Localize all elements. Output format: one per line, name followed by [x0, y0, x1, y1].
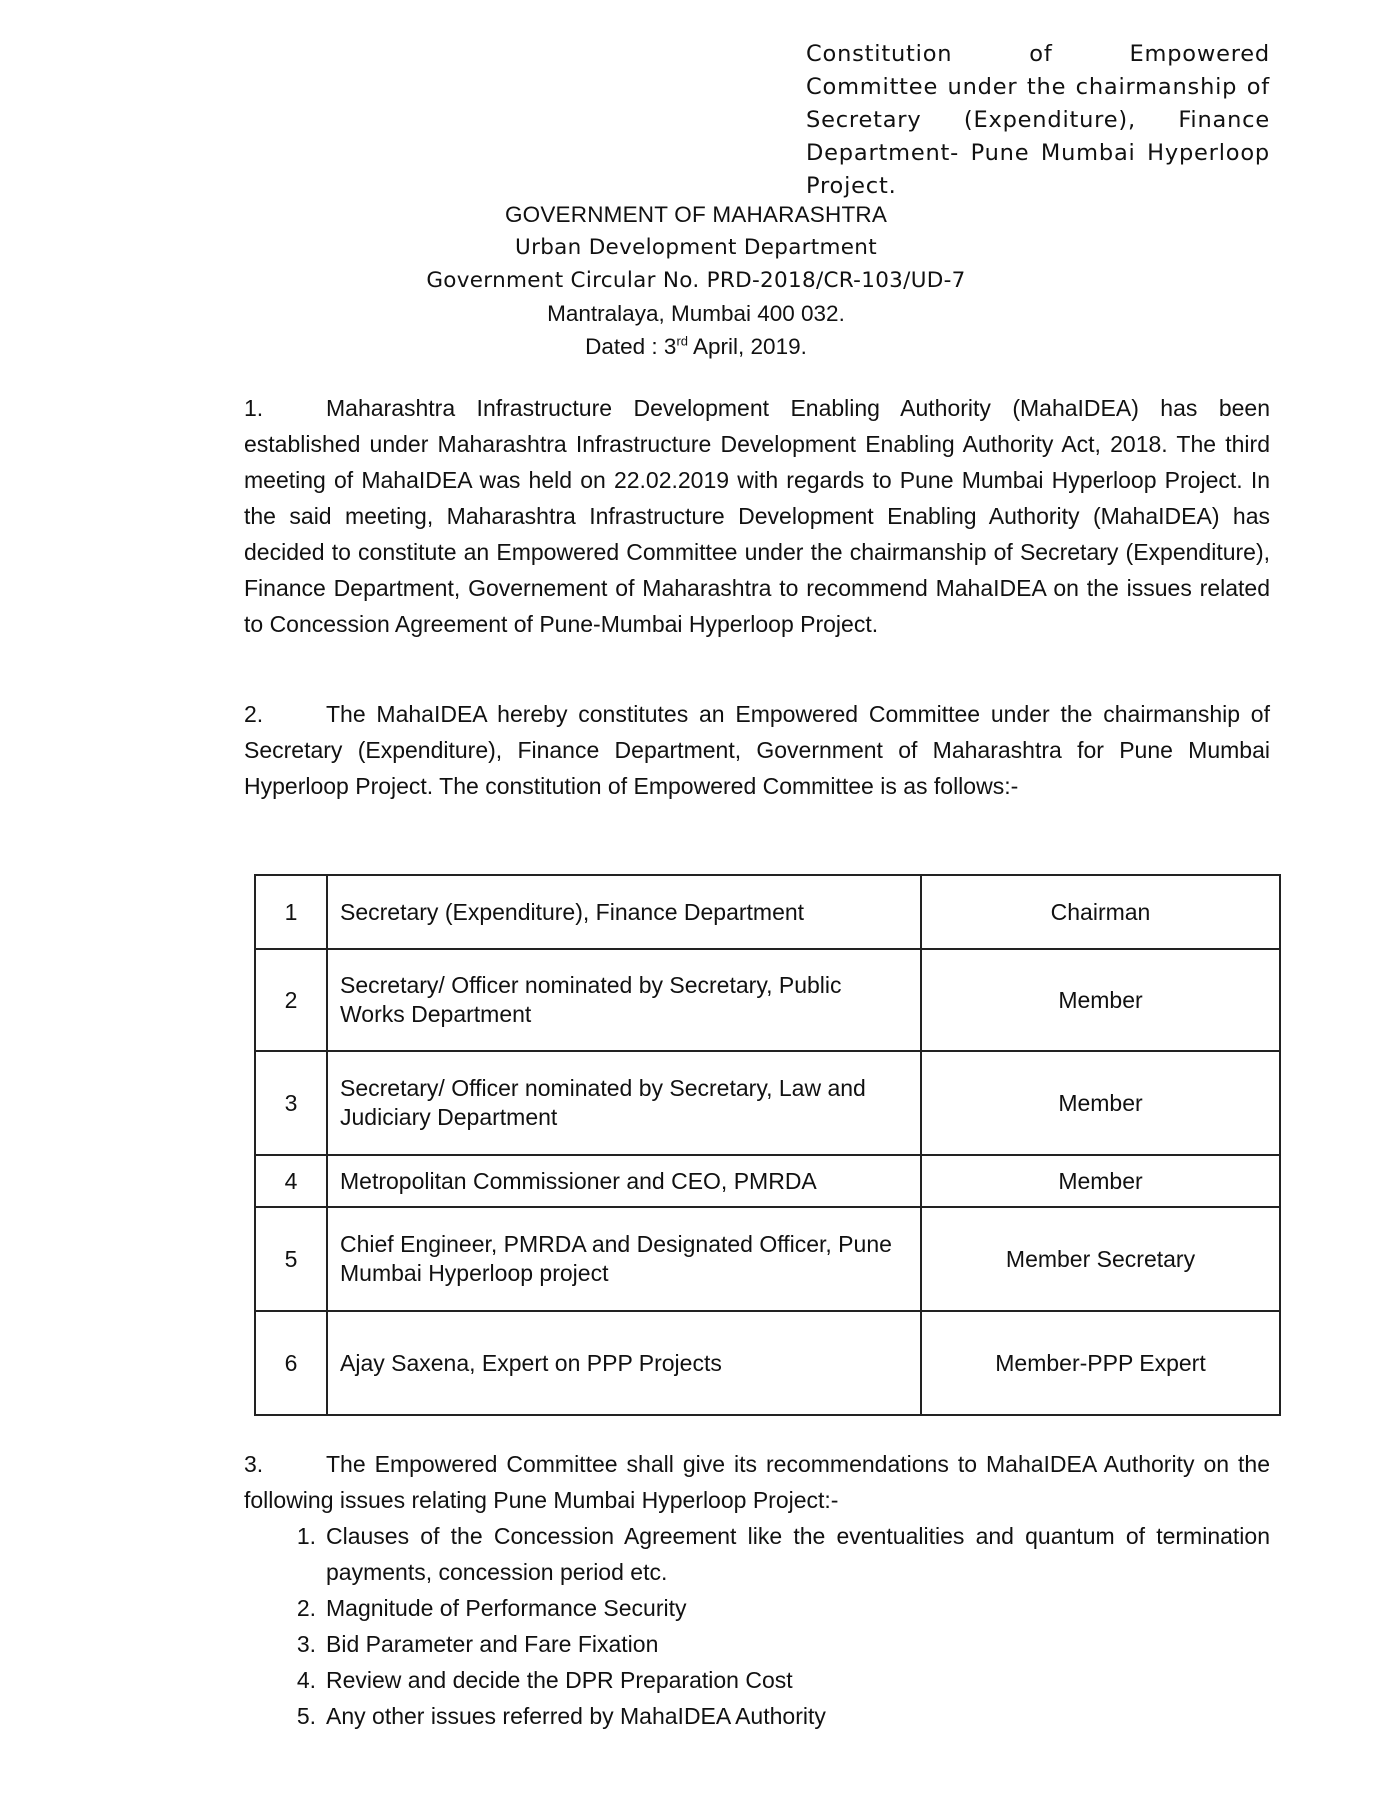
list-item-number: 1.	[296, 1523, 316, 1549]
serial-number-cell: 1	[255, 875, 327, 949]
list-item	[244, 1626, 1270, 1662]
serial-number-cell: 4	[255, 1155, 327, 1207]
serial-number-cell: 5	[255, 1207, 327, 1311]
date-suffix: April, 2019.	[688, 334, 807, 359]
role-cell: Chairman	[921, 875, 1280, 949]
paragraph-number: 2.	[244, 701, 264, 727]
table-row	[255, 875, 1280, 949]
paragraph-1	[244, 390, 1270, 642]
paragraph-2	[244, 696, 1270, 804]
role-cell: Member-PPP Expert	[921, 1311, 1280, 1415]
list-item-number: 4.	[296, 1667, 316, 1693]
role-cell: Member Secretary	[921, 1207, 1280, 1311]
table-row	[255, 1207, 1280, 1311]
paragraph-number: 1.	[244, 395, 264, 421]
date-ordinal: rd	[676, 333, 689, 349]
circular-number: Government Circular No. PRD-2018/CR-103/UD-7	[426, 268, 966, 293]
table-row	[255, 1311, 1280, 1415]
designation-cell: Secretary (Expenditure), Finance Department	[327, 875, 921, 949]
list-item	[244, 1590, 1270, 1626]
paragraph-text: The MahaIDEA hereby constitutes an Empowered Committee under the chairmanship of Secretary (Expenditure), Finance Department, Government of Maharashtra for Pune Mumbai Hyperloop Project. The constitution of Empowered Committee is as follows:-	[244, 701, 1270, 799]
date-prefix: Dated : 3	[585, 334, 677, 359]
designation-cell: Ajay Saxena, Expert on PPP Projects	[327, 1311, 921, 1415]
list-item-number: 2.	[296, 1595, 316, 1621]
list-item	[244, 1662, 1270, 1698]
designation-cell: Metropolitan Commissioner and CEO, PMRDA	[327, 1155, 921, 1207]
table-row	[255, 1155, 1280, 1207]
list-item-text: Bid Parameter and Fare Fixation	[326, 1631, 659, 1657]
department-name: Urban Development Department	[515, 235, 877, 260]
role-cell: Member	[921, 1051, 1280, 1155]
list-item-text: Any other issues referred by MahaIDEA Authority	[326, 1703, 826, 1729]
list-item-text: Magnitude of Performance Security	[326, 1595, 687, 1621]
letter-header	[62, 198, 1330, 363]
designation-cell: Secretary/ Officer nominated by Secretary, Public Works Department	[327, 949, 921, 1051]
subject-line: Constitution of Empowered Committee under the chairmanship of Secretary (Expenditure), Finance Department- Pune Mumbai Hyperloop Project.	[806, 41, 1270, 199]
list-item-text: Review and decide the DPR Preparation Cost	[326, 1667, 793, 1693]
list-item-number: 5.	[296, 1703, 316, 1729]
role-cell: Member	[921, 949, 1280, 1051]
table-row	[255, 949, 1280, 1051]
government-name: GOVERNMENT OF MAHARASHTRA	[504, 202, 888, 227]
list-item	[244, 1518, 1270, 1590]
serial-number-cell: 2	[255, 949, 327, 1051]
office-address: Mantralaya, Mumbai 400 032.	[547, 301, 845, 326]
list-item	[244, 1698, 1270, 1734]
designation-cell: Chief Engineer, PMRDA and Designated Officer, Pune Mumbai Hyperloop project	[327, 1207, 921, 1311]
list-item-number: 3.	[296, 1631, 316, 1657]
serial-number-cell: 3	[255, 1051, 327, 1155]
serial-number-cell: 6	[255, 1311, 327, 1415]
role-cell: Member	[921, 1155, 1280, 1207]
paragraph-3	[244, 1446, 1270, 1518]
committee-table	[254, 874, 1281, 1416]
issues-list	[244, 1518, 1270, 1734]
issue-date	[62, 330, 1330, 363]
list-item-text: Clauses of the Concession Agreement like the eventualities and quantum of termination payments, concession period etc.	[326, 1523, 1270, 1585]
designation-cell: Secretary/ Officer nominated by Secretary, Law and Judiciary Department	[327, 1051, 921, 1155]
paragraph-text: The Empowered Committee shall give its recommendations to MahaIDEA Authority on the following issues relating Pune Mumbai Hyperloop Project:-	[244, 1451, 1270, 1513]
table-row	[255, 1051, 1280, 1155]
paragraph-text: Maharashtra Infrastructure Development Enabling Authority (MahaIDEA) has been established under Maharashtra Infrastructure Development Enabling Authority Act, 2018. The third meeting of MahaIDEA was held on 22.02.2019 with regards to Pune Mumbai Hyperloop Project. In the said meeting, Maharashtra Infrastructure Development Enabling Authority (MahaIDEA) has decided to constitute an Empowered Committee under the chairmanship of Secretary (Expenditure), Finance Department, Governement of Maharashtra to recommend MahaIDEA on the issues related to Concession Agreement of Pune-Mumbai Hyperloop Project.	[244, 395, 1270, 637]
paragraph-number: 3.	[244, 1451, 264, 1477]
